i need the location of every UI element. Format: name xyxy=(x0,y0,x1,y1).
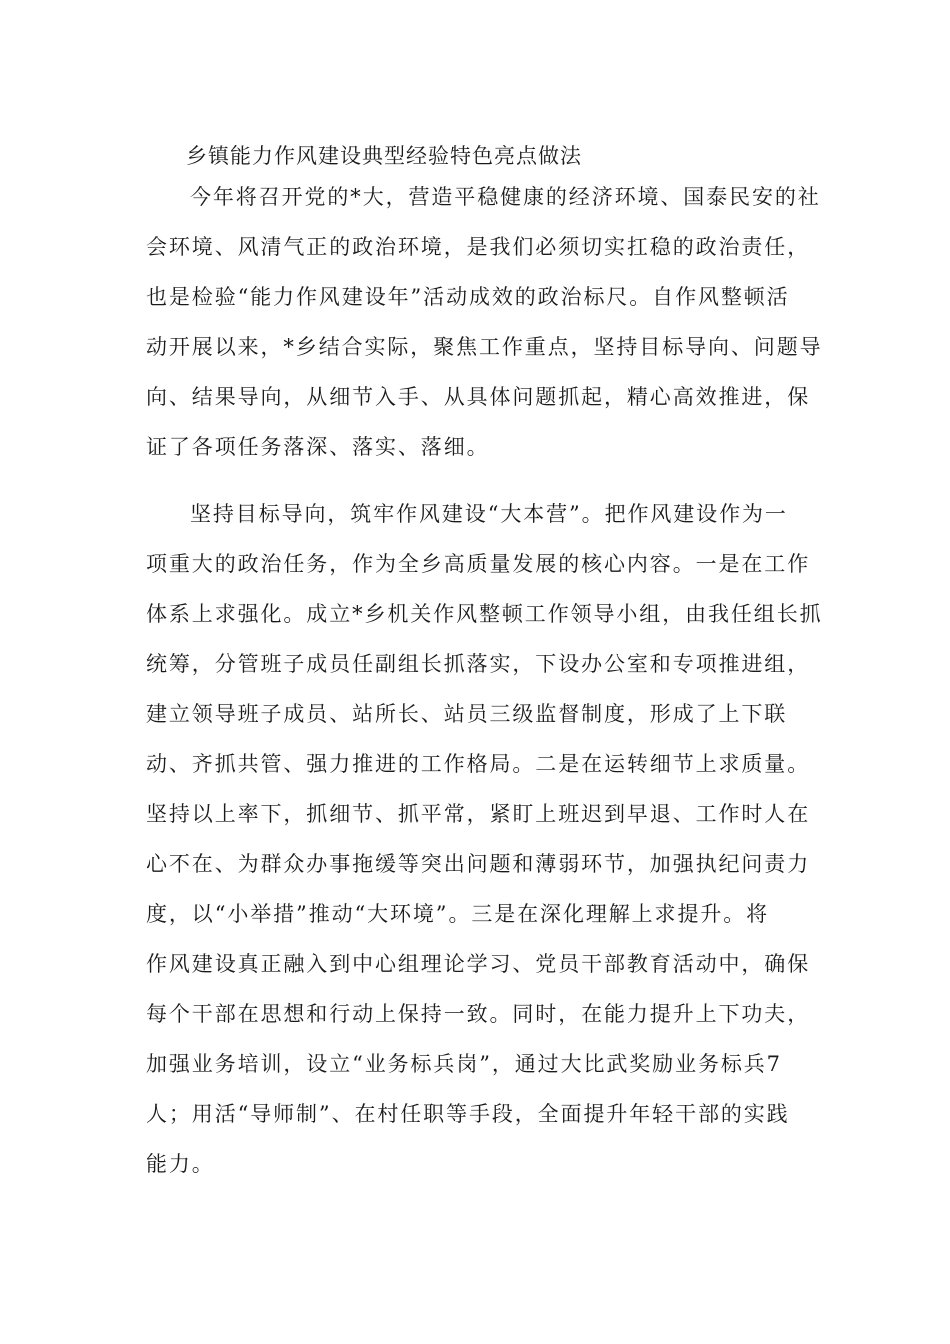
paragraph-1-line-6: 证了各项任务落深、落实、落细。 xyxy=(146,435,490,459)
paragraph-2-line-3: 体系上求强化。成立*乡机关作风整顿工作领导小组，由我任组长抓 xyxy=(146,602,823,626)
paragraph-1-line-5: 向、结果导向，从细节入手、从具体问题抓起，精心高效推进，保 xyxy=(146,385,811,409)
paragraph-2-line-6: 动、齐抓共管、强力推进的工作格局。二是在运转细节上求质量。 xyxy=(146,752,811,776)
paragraph-2-line-11: 每个干部在思想和行动上保持一致。同时，在能力提升上下功夫， xyxy=(146,1002,811,1026)
document-title: 乡镇能力作风建设典型经验特色亮点做法 xyxy=(186,144,582,168)
paragraph-2-line-13: 人；用活“导师制”、在村任职等手段，全面提升年轻干部的实践 xyxy=(146,1102,790,1126)
paragraph-2-line-8: 心不在、为群众办事拖缓等突出问题和薄弱环节，加强执纪问责力 xyxy=(146,852,811,876)
paragraph-1-line-1: 今年将召开党的*大，营造平稳健康的经济环境、国泰民安的社 xyxy=(190,185,821,209)
paragraph-2-line-4: 统筹，分管班子成员任副组长抓落实，下设办公室和专项推进组， xyxy=(146,652,811,676)
paragraph-2-line-7: 坚持以上率下，抓细节、抓平常，紧盯上班迟到早退、工作时人在 xyxy=(146,802,811,826)
paragraph-2-line-9: 度，以“小举措”推动“大环境”。三是在深化理解上求提升。将 xyxy=(146,902,770,926)
paragraph-1-line-2: 会环境、风清气正的政治环境，是我们必须切实扛稳的政治责任， xyxy=(146,235,811,259)
paragraph-2-line-12: 加强业务培训，设立“业务标兵岗”，通过大比武奖励业务标兵7 xyxy=(146,1052,782,1076)
paragraph-2-line-5: 建立领导班子成员、站所长、站员三级监督制度，形成了上下联 xyxy=(146,702,788,726)
paragraph-2-line-2: 项重大的政治任务，作为全乡高质量发展的核心内容。一是在工作 xyxy=(146,552,811,576)
paragraph-2-line-10: 作风建设真正融入到中心组理论学习、党员干部教育活动中，确保 xyxy=(146,952,811,976)
paragraph-2-line-1: 坚持目标导向，筑牢作风建设“大本营”。把作风建设作为一 xyxy=(190,502,788,526)
paragraph-1-line-3: 也是检验“能力作风建设年”活动成效的政治标尺。自作风整顿活 xyxy=(146,285,790,309)
paragraph-2-line-14: 能力。 xyxy=(146,1152,215,1176)
paragraph-1-line-4: 动开展以来，*乡结合实际，聚焦工作重点，坚持目标导向、问题导 xyxy=(146,335,823,359)
